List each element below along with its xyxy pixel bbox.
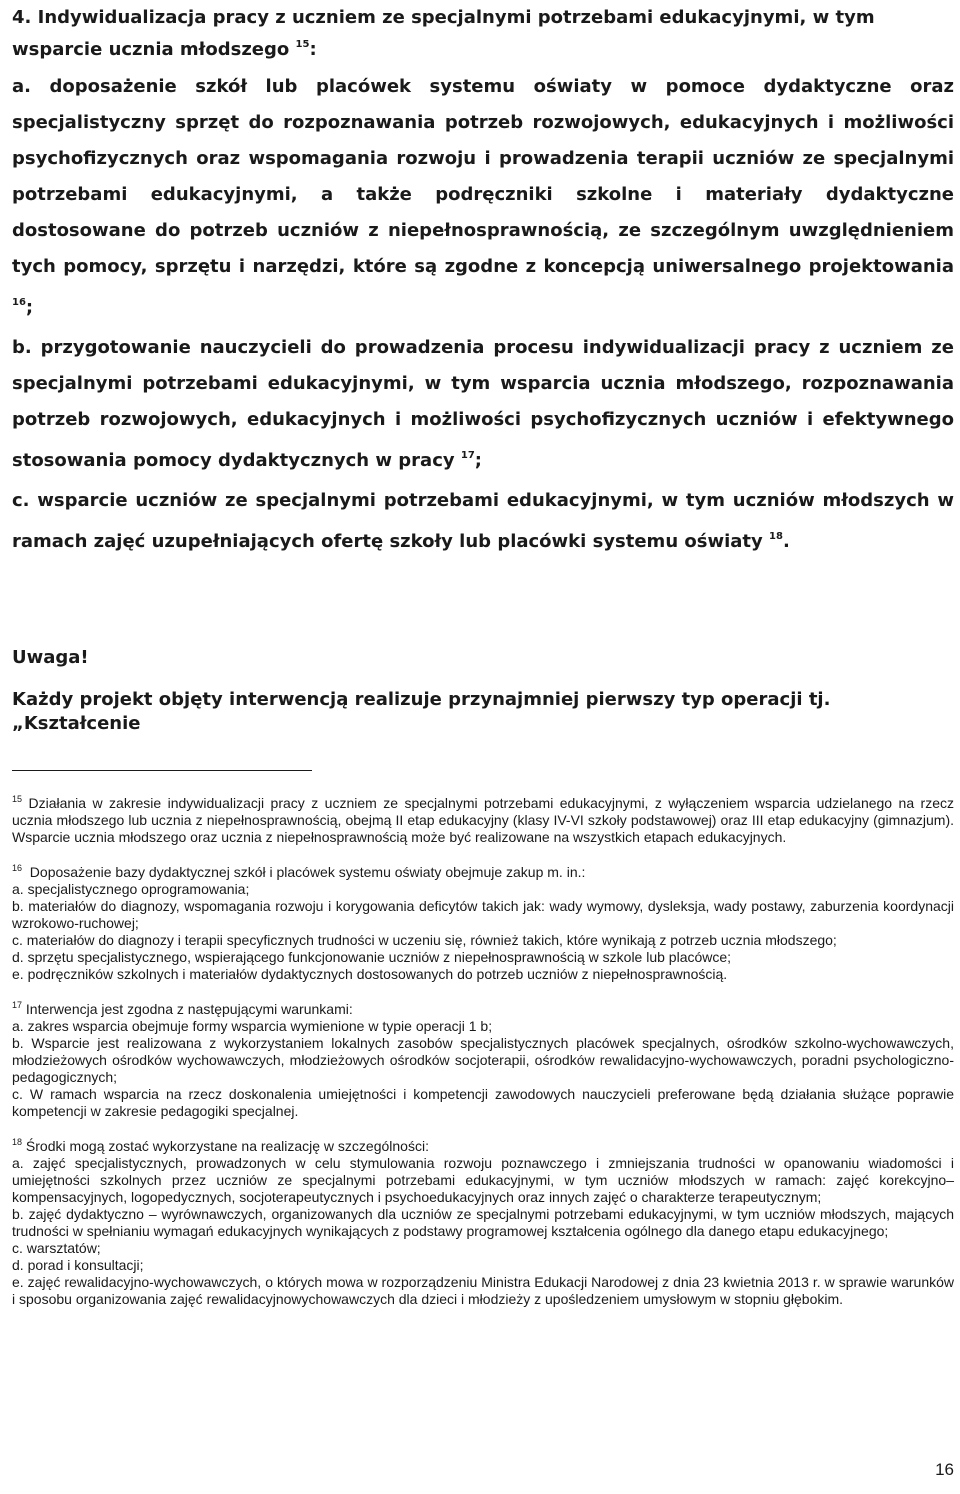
list-item-b: b. przygotowanie nauczycieli do prowadzenia procesu indywidualizacji pracy z uczniem ze specjalnymi potrzebami edukacyjnymi, w tym wsparcia ucznia młodszego, rozpoznawania potrzeb rozwojowych, edukacyjnych i możliwości psychofizycznych uczniów i efektywnego stosowania pomocy dydaktycznych w pracy $^{17}$; (12, 337, 954, 471)
section-heading: 4. Indywidualizacja pracy z uczniem ze specjalnymi potrzebami edukacyjnymi, w tym wsparcie ucznia młodszego $^{15}$: (12, 7, 875, 60)
footnote-ref[interactable]: 15 (295, 39, 310, 50)
document-page (12, 0, 954, 1322)
main-body (12, 4, 954, 736)
footnote-15: $^{15}$ Działania w zakresie indywidualizacji pracy z uczniem ze specjalnymi potrzebami edukacyjnymi, z wyłączeniem wsparcia udzielanego na rzecz ucznia młodszego lub ucznia z niepełnosprawnością, obejmą II etap edukacyjny (klasy IV-VI szkoły podstawowej) oraz III etap edukacyjny (gimnazjum). Wsparcie ucznia młodszego oraz ucznia z niepełnosprawnością może być realizowane na wszystkich etapach edukacyjnych. (12, 794, 954, 845)
footnote-number: 18 (12, 1137, 23, 1147)
note-heading: Uwaga! (12, 647, 89, 668)
page-number: 16 (935, 1460, 954, 1479)
note-text: Każdy projekt objęty interwencją realizuje przynajmniej pierwszy typ operacji tj. „Kształcenie (12, 689, 831, 734)
list-item-a: a. doposażenie szkół lub placówek systemu oświaty w pomoce dydaktyczne oraz specjalistyczny sprzęt do rozpoznawania potrzeb rozwojowych, edukacyjnych i możliwości psychofizycznych oraz wspomagania rozwoju i prowadzenia terapii uczniów ze specjalnymi potrzebami edukacyjnymi, a także podręczniki szkolne i materiały dydaktyczne dostosowane do potrzeb uczniów z niepełnosprawnością, ze szczególnym uwzględnieniem tych pomocy, sprzętu i narzędzi, które są zgodne z koncepcją uniwersalnego projektowania $^{16}$; (12, 76, 954, 318)
footnote-16: $^{16}$ Doposażenie bazy dydaktycznej szkół i placówek systemu oświaty obejmuje zakup m. in.: a. specjalistycznego oprogramowania; b. materiałów do diagnozy, wspomagania rozwoju i korygowania deficytów takich jak: wady wymowy, dysleksja, wady postawy, zaburzenia koordynacji wzrokowo-ruchowej; c. materiałów do diagnozy i terapii specyficznych trudności w uczeniu się, również takich, które wynikają z potrzeb ucznia młodszego; d. sprzętu specjalistycznego, wspierającego funkcjonowanie uczniów z niepełnosprawnością w szkole lub placówce; e. podręczników szkolnych i materiałów dydaktycznych dostosowanych do potrzeb uczniów z niepełnosprawnością. (12, 863, 954, 982)
footnote-18: $^{18}$ Środki mogą zostać wykorzystane na realizację w szczególności: a. zajęć specjalistycznych, prowadzonych w celu stymulowania rozwoju poznawczego i zmniejszania trudności w opanowaniu wiadomości i umiejętności szkolnych przez uczniów ze specjalnymi potrzebami edukacyjnymi, w tym uczniów młodszych w ramach: zajęć korekcyjno–kompensacyjnych, logopedycznych, socjoterapeutycznych i psychoedukacyjnych oraz innych zajęć o charakterze terapeutycznym; b. zajęć dydaktyczno – wyrównawczych, organizowanych dla uczniów ze specjalnymi potrzebami edukacyjnymi, w tym uczniów młodszych, mających trudności w spełnianiu wymagań edukacyjnych wynikających z podstawy programowej kształcenia ogólnego dla danego etapu edukacyjnego; c. warsztatów; d. porad i konsultacji; e. zajęć rewalidacyjno-wychowawczych, o których mowa w rozporządzeniu Ministra Edukacji Narodowej z dnia 23 kwietnia 2013 r. w sprawie warunków i sposobu organizowania zajęć rewalidacyjnowychowawczych dla dzieci i młodzieży z upośledzeniem umysłowym w stopniu głębokim. (12, 1137, 954, 1307)
footnote-17: $^{17}$ Interwencja jest zgodna z następującymi warunkami: a. zakres wsparcia obejmuje formy wsparcia wymienione w typie operacji 1 b; b. Wsparcie jest realizowana z wykorzystaniem lokalnych zasobów specjalistycznych placówek specjalnych, ośrodków szkolno-wychowawczych, młodzieżowych ośrodków wychowawczych, młodzieżowych ośrodków socjoterapii, ośrodków rewalidacyjno-wychowawczych, poradni psychologiczno-pedagogicznych; c. W ramach wsparcia na rzecz doskonalenia umiejętności i kompetencji zawodowych nauczycieli preferowane będą działania służące poprawie kompetencji w zakresie pedagogiki specjalnej. (12, 1000, 954, 1119)
footnote-ref[interactable]: 18 (769, 531, 783, 542)
footnote-divider (12, 770, 312, 771)
footnote-ref[interactable]: 16 (12, 297, 26, 308)
footnote-number: 17 (12, 1000, 23, 1010)
list-item-c: c. wsparcie uczniów ze specjalnymi potrzebami edukacyjnymi, w tym uczniów młodszych w ramach zajęć uzupełniających ofertę szkoły lub placówki systemu oświaty $^{18}$. (12, 490, 954, 552)
footnote-number: 15 (12, 794, 23, 804)
footnote-number: 16 (12, 863, 23, 873)
footnote-ref[interactable]: 17 (460, 450, 475, 461)
